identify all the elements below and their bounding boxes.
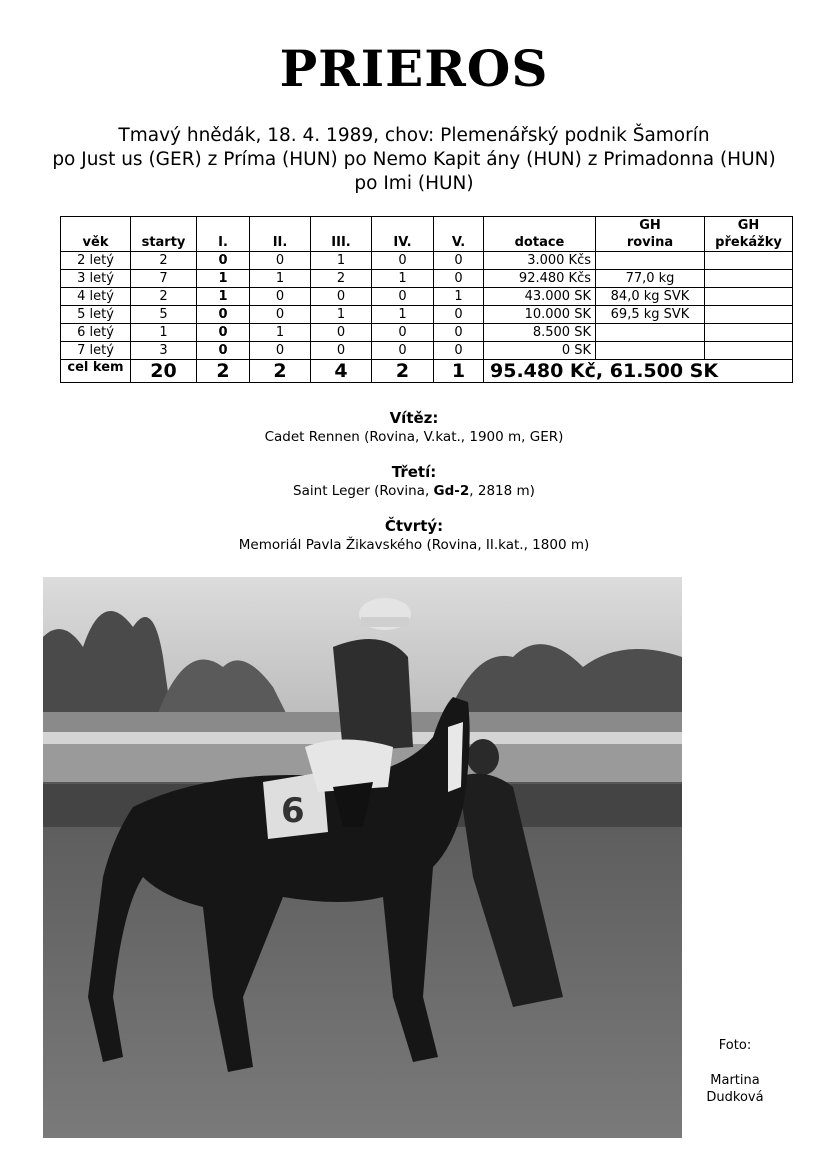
row-prize: 43.000 SK [484,288,596,306]
table-row [61,288,793,306]
total-third: 4 [311,360,372,383]
row-gh-flat: 84,0 kg SVK [596,288,705,306]
winner-block [0,408,828,446]
row-third: 0 [311,288,372,306]
header-fifth: V. [434,217,484,252]
row-fifth: 0 [434,342,484,360]
description-line-3: po Imi (HUN) [354,173,474,194]
row-starts: 1 [131,324,197,342]
total-prize: 95.480 Kč, 61.500 SK [484,360,793,383]
row-fourth: 0 [372,252,434,270]
row-third: 1 [311,252,372,270]
table-row [61,252,793,270]
third-block [0,462,828,500]
row-fourth: 1 [372,306,434,324]
third-heading: Třetí: [391,463,437,481]
row-starts: 5 [131,306,197,324]
race-statistics-table [60,216,793,383]
row-gh-jump [705,306,793,324]
row-gh-jump [705,288,793,306]
row-prize: 8.500 SK [484,324,596,342]
total-label: cel kem [61,360,131,383]
row-second: 0 [250,342,311,360]
header-gh-jump [705,217,793,252]
header-fourth: IV. [372,217,434,252]
row-gh-jump [705,252,793,270]
row-first: 0 [197,324,250,342]
row-fourth: 0 [372,288,434,306]
header-second: II. [250,217,311,252]
third-race-post: , 2818 m) [469,483,535,499]
total-second: 2 [250,360,311,383]
row-second: 0 [250,252,311,270]
header-first: I. [197,217,250,252]
table-row [61,324,793,342]
row-age: 5 letý [61,306,131,324]
row-fourth: 0 [372,324,434,342]
row-gh-jump [705,270,793,288]
third-race-pre: Saint Leger (Rovina, [293,483,434,499]
saddle-number: 6 [281,791,305,831]
header-gh-jump-top: GH [737,218,760,233]
third-race [0,482,828,500]
table-row [61,306,793,324]
header-gh-jump-bottom: překážky [715,235,782,250]
row-first: 1 [197,270,250,288]
horse-photo [43,577,682,1138]
row-starts: 2 [131,288,197,306]
header-third: III. [311,217,372,252]
fourth-race: Memoriál Pavla Žikavského (Rovina, II.kat., 1800 m) [238,537,590,553]
header-starts: starty [131,217,197,252]
row-age: 4 letý [61,288,131,306]
row-fifth: 0 [434,324,484,342]
row-first: 0 [197,252,250,270]
row-fifth: 1 [434,288,484,306]
fourth-block [0,516,828,554]
row-fourth: 0 [372,342,434,360]
total-starts: 20 [131,360,197,383]
row-starts: 3 [131,342,197,360]
third-race-grade: Gd-2 [433,483,470,499]
row-fifth: 0 [434,252,484,270]
row-age: 7 letý [61,342,131,360]
row-gh-flat [596,342,705,360]
row-starts: 2 [131,252,197,270]
row-age: 6 letý [61,324,131,342]
row-prize: 3.000 Kčs [484,252,596,270]
row-third: 0 [311,342,372,360]
header-gh-flat-bottom: rovina [626,235,674,250]
row-age: 3 letý [61,270,131,288]
notable-results [0,408,828,570]
photo-credit-label: Foto: [718,1038,752,1053]
total-fifth: 1 [434,360,484,383]
total-fourth: 2 [372,360,434,383]
row-second: 0 [250,288,311,306]
page-title: PRIEROS [279,39,549,98]
table-row [61,342,793,360]
horse-photo-image [43,577,682,1138]
row-second: 1 [250,270,311,288]
header-prize: dotace [484,217,596,252]
row-gh-flat [596,252,705,270]
row-prize: 0 SK [484,342,596,360]
row-fourth: 1 [372,270,434,288]
photo-credit-first-name: Martina [710,1073,760,1088]
photo-credit-last-name: Dudková [706,1090,764,1105]
winner-heading: Vítěz: [389,409,439,427]
row-gh-flat: 77,0 kg [596,270,705,288]
fourth-heading: Čtvrtý: [384,517,444,535]
row-first: 1 [197,288,250,306]
row-gh-jump [705,324,793,342]
row-fifth: 0 [434,270,484,288]
row-second: 1 [250,324,311,342]
winner-race: Cadet Rennen (Rovina, V.kat., 1900 m, GER) [264,429,564,445]
table-row [61,270,793,288]
row-prize: 92.480 Kčs [484,270,596,288]
row-third: 1 [311,306,372,324]
row-prize: 10.000 SK [484,306,596,324]
photo-credit-name [690,1072,780,1106]
header-gh-flat [596,217,705,252]
row-third: 2 [311,270,372,288]
row-first: 0 [197,342,250,360]
total-first: 2 [197,360,250,383]
row-fifth: 0 [434,306,484,324]
header-gh-flat-top: GH [639,218,661,233]
table-header-row [61,217,793,252]
row-first: 0 [197,306,250,324]
row-second: 0 [250,306,311,324]
description-line-2: po Just us (GER) z Príma (HUN) po Nemo Kapit ány (HUN) z Primadonna (HUN) [52,149,776,170]
horse-description [0,124,828,196]
row-third: 0 [311,324,372,342]
row-gh-jump [705,342,793,360]
table-total-row [61,360,793,383]
row-gh-flat [596,324,705,342]
row-starts: 7 [131,270,197,288]
row-age: 2 letý [61,252,131,270]
description-line-1: Tmavý hnědák, 18. 4. 1989, chov: Plemenářský podnik Šamorín [118,125,710,146]
header-age: věk [61,217,131,252]
row-gh-flat: 69,5 kg SVK [596,306,705,324]
